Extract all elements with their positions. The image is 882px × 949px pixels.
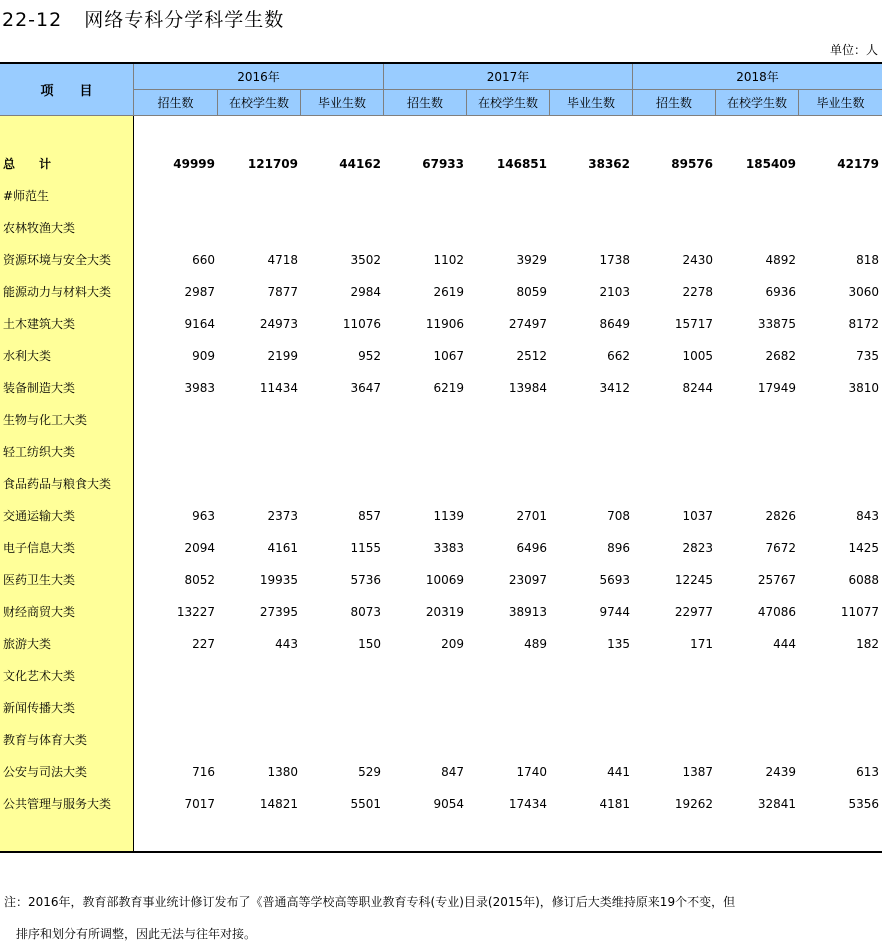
cell-value: 7877 [267, 285, 298, 299]
cell-value: 529 [358, 765, 381, 779]
cell-value: 135 [607, 637, 630, 651]
cell-value: 49999 [173, 157, 215, 171]
cell-value: 9164 [184, 317, 215, 331]
cell-value: 2619 [433, 285, 464, 299]
cell-value: 20319 [425, 605, 464, 619]
cell-value: 3502 [350, 253, 381, 267]
cell-value: 4718 [267, 253, 298, 267]
cell-value: 42179 [837, 157, 879, 171]
header-sub-graduates: 毕业生数 [799, 90, 882, 116]
cell-value: 14821 [259, 797, 298, 811]
header-sub-enroll: 招生数 [384, 90, 467, 116]
row-label: 医药卫生大类 [3, 573, 76, 587]
cell-value: 6496 [516, 541, 547, 555]
table-row [0, 436, 882, 468]
cell-value: 896 [607, 541, 630, 555]
cell-value: 2094 [184, 541, 215, 555]
cell-value: 2103 [599, 285, 630, 299]
cell-value: 613 [856, 765, 879, 779]
cell-value: 11076 [342, 317, 381, 331]
cell-value: 27395 [259, 605, 298, 619]
cell-value: 847 [441, 765, 464, 779]
cell-value: 89576 [671, 157, 713, 171]
header-sub-enroll: 招生数 [134, 90, 218, 116]
row-label: 资源环境与安全大类 [3, 253, 112, 267]
table-row [0, 532, 882, 564]
row-label: 电子信息大类 [3, 541, 76, 555]
row-label: 旅游大类 [3, 637, 52, 651]
row-label: 生物与化工大类 [3, 413, 88, 427]
cell-value: 1005 [682, 349, 713, 363]
row-label: 装备制造大类 [3, 381, 76, 395]
cell-value: 2823 [682, 541, 713, 555]
cell-value: 182 [856, 637, 879, 651]
header-sub-graduates: 毕业生数 [550, 90, 633, 116]
cell-value: 2373 [267, 509, 298, 523]
row-label: 食品药品与粮食大类 [3, 477, 112, 491]
cell-value: 3983 [184, 381, 215, 395]
cell-value: 11077 [840, 605, 879, 619]
cell-value: 3929 [516, 253, 547, 267]
table-row [0, 404, 882, 436]
cell-value: 47086 [757, 605, 796, 619]
header-year-2018: 2018年 [633, 64, 882, 90]
cell-value: 1102 [433, 253, 464, 267]
cell-value: 2430 [682, 253, 713, 267]
cell-value: 7672 [765, 541, 796, 555]
table-row [0, 340, 882, 372]
cell-value: 8172 [848, 317, 879, 331]
bottom-rule [0, 851, 882, 853]
cell-value: 909 [192, 349, 215, 363]
cell-value: 2439 [765, 765, 796, 779]
header-sub-students: 在校学生数 [467, 90, 550, 116]
cell-value: 27497 [508, 317, 547, 331]
cell-value: 1037 [682, 509, 713, 523]
cell-value: 146851 [496, 157, 547, 171]
cell-value: 1067 [433, 349, 464, 363]
table-row [0, 596, 882, 628]
cell-value: 15717 [674, 317, 713, 331]
cell-value: 1738 [599, 253, 630, 267]
unit-label: 单位：人 [829, 43, 878, 57]
cell-value: 227 [192, 637, 215, 651]
cell-value: 209 [441, 637, 464, 651]
cell-value: 443 [275, 637, 298, 651]
header-year-2016: 2016年 [134, 64, 384, 90]
cell-value: 25767 [757, 573, 796, 587]
cell-value: 4161 [267, 541, 298, 555]
cell-value: 13227 [176, 605, 215, 619]
row-label: 财经商贸大类 [3, 605, 76, 619]
cell-value: 2199 [267, 349, 298, 363]
row-label: 轻工纺织大类 [3, 445, 76, 459]
cell-value: 735 [856, 349, 879, 363]
cell-value: 8052 [184, 573, 215, 587]
table-number: 22-12 [2, 9, 63, 31]
cell-value: 441 [607, 765, 630, 779]
cell-value: 4892 [765, 253, 796, 267]
cell-value: 5736 [350, 573, 381, 587]
cell-value: 23097 [508, 573, 547, 587]
cell-value: 3383 [433, 541, 464, 555]
cell-value: 818 [856, 253, 879, 267]
cell-value: 38913 [508, 605, 547, 619]
cell-value: 12245 [674, 573, 713, 587]
cell-value: 171 [690, 637, 713, 651]
cell-value: 7017 [184, 797, 215, 811]
table-name: 网络专科分学科学生数 [84, 9, 285, 31]
cell-value: 150 [358, 637, 381, 651]
row-label: 新闻传播大类 [3, 701, 76, 715]
cell-value: 19935 [259, 573, 298, 587]
table-row [0, 148, 882, 180]
cell-value: 1740 [516, 765, 547, 779]
table-row [0, 276, 882, 308]
cell-value: 121709 [247, 157, 298, 171]
row-label: 交通运输大类 [3, 509, 76, 523]
cell-value: 708 [607, 509, 630, 523]
cell-value: 8073 [350, 605, 381, 619]
cell-value: 716 [192, 765, 215, 779]
header-sub-enroll: 招生数 [633, 90, 716, 116]
row-label: 能源动力与材料大类 [3, 285, 112, 299]
cell-value: 2826 [765, 509, 796, 523]
cell-value: 67933 [422, 157, 464, 171]
cell-value: 3810 [848, 381, 879, 395]
table-row [0, 564, 882, 596]
cell-value: 1139 [433, 509, 464, 523]
cell-value: 4181 [599, 797, 630, 811]
header-year-2017: 2017年 [384, 64, 633, 90]
cell-value: 2987 [184, 285, 215, 299]
table-row [0, 660, 882, 692]
cell-value: 3412 [599, 381, 630, 395]
table-row [0, 756, 882, 788]
cell-value: 8059 [516, 285, 547, 299]
cell-value: 843 [856, 509, 879, 523]
header-sub-students: 在校学生数 [218, 90, 301, 116]
row-label: 教育与体育大类 [3, 733, 88, 747]
cell-value: 38362 [588, 157, 630, 171]
cell-value: 17949 [757, 381, 796, 395]
cell-value: 952 [358, 349, 381, 363]
row-label: 农林牧渔大类 [3, 221, 76, 235]
header-sub-graduates: 毕业生数 [301, 90, 384, 116]
row-label: 总 计 [3, 157, 52, 171]
table-row [0, 788, 882, 820]
table-row [0, 308, 882, 340]
cell-value: 32841 [757, 797, 796, 811]
cell-value: 6936 [765, 285, 796, 299]
note-line-1: 注：2016年，教育部教育事业统计修订发布了《普通高等学校高等职业教育专科(专业)目录(2015年)，修订后大类维持原来19个不变，但 [4, 895, 736, 909]
cell-value: 44162 [339, 157, 381, 171]
cell-value: 17434 [508, 797, 547, 811]
row-label: 土木建筑大类 [3, 317, 76, 331]
cell-value: 3060 [848, 285, 879, 299]
cell-value: 1387 [682, 765, 713, 779]
cell-value: 3647 [350, 381, 381, 395]
cell-value: 5356 [848, 797, 879, 811]
cell-value: 33875 [757, 317, 796, 331]
cell-value: 2512 [516, 349, 547, 363]
cell-value: 22977 [674, 605, 713, 619]
cell-value: 444 [773, 637, 796, 651]
cell-value: 1425 [848, 541, 879, 555]
note-line-2: 排序和划分有所调整，因此无法与往年对接。 [16, 927, 257, 941]
cell-value: 489 [524, 637, 547, 651]
cell-value: 9054 [433, 797, 464, 811]
table-row [0, 244, 882, 276]
row-label: #师范生 [3, 189, 50, 203]
cell-value: 6088 [848, 573, 879, 587]
table-row [0, 628, 882, 660]
cell-value: 5501 [350, 797, 381, 811]
cell-value: 2278 [682, 285, 713, 299]
cell-value: 24973 [259, 317, 298, 331]
cell-value: 1155 [350, 541, 381, 555]
cell-value: 11434 [259, 381, 298, 395]
row-label: 公安与司法大类 [3, 765, 88, 779]
cell-value: 1380 [267, 765, 298, 779]
table-row [0, 180, 882, 212]
header-sub-students: 在校学生数 [716, 90, 799, 116]
table-row [0, 692, 882, 724]
table-row [0, 500, 882, 532]
cell-value: 963 [192, 509, 215, 523]
table-row [0, 468, 882, 500]
row-label: 文化艺术大类 [3, 669, 76, 683]
cell-value: 5693 [599, 573, 630, 587]
cell-value: 2701 [516, 509, 547, 523]
cell-value: 6219 [433, 381, 464, 395]
table-title [2, 5, 284, 32]
cell-value: 8649 [599, 317, 630, 331]
table-row [0, 724, 882, 756]
cell-value: 2984 [350, 285, 381, 299]
header-item: 项 目 [0, 64, 134, 116]
cell-value: 9744 [599, 605, 630, 619]
table-row [0, 372, 882, 404]
row-label: 水利大类 [3, 349, 52, 363]
cell-value: 660 [192, 253, 215, 267]
cell-value: 10069 [425, 573, 464, 587]
row-label: 公共管理与服务大类 [3, 797, 112, 811]
cell-value: 11906 [425, 317, 464, 331]
cell-value: 662 [607, 349, 630, 363]
cell-value: 2682 [765, 349, 796, 363]
cell-value: 8244 [682, 381, 713, 395]
cell-value: 185409 [745, 157, 796, 171]
cell-value: 19262 [674, 797, 713, 811]
cell-value: 857 [358, 509, 381, 523]
table-row [0, 212, 882, 244]
cell-value: 13984 [508, 381, 547, 395]
